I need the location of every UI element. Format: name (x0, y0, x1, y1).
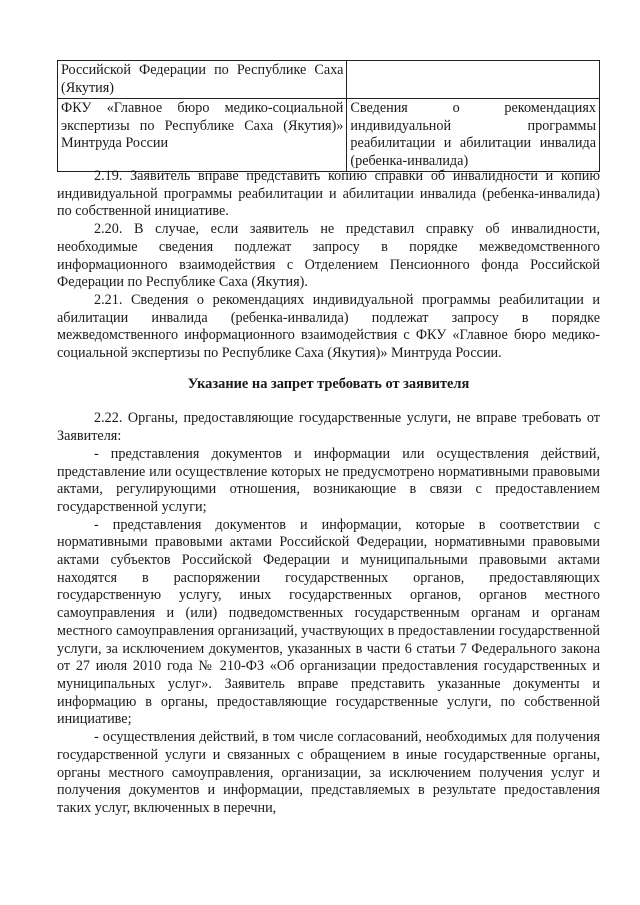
table-cell-info: Сведения о рекомендациях индивидуальной программы реабилитации и абилитации инвалида (ребенка-инвалида) (347, 99, 600, 172)
table-row (58, 99, 600, 172)
agency-table (57, 60, 600, 172)
paragraph-2-21: 2.21. Сведения о рекомендациях индивидуальной программы реабилитации и абилитации инвалида (ребенка-инвалида) подлежат запросу в порядке межведомственного информационного взаимодействия с ФКУ «Главное бюро медико-социальной экспертизы по Республике Саха (Якутия)» Минтруда России. (57, 291, 600, 362)
section-heading: Указание на запрет требовать от заявителя (187, 375, 470, 392)
table-cell-agency: ФКУ «Главное бюро медико-социальной экспертизы по Республике Саха (Якутия)» Минтруда России (58, 99, 347, 172)
list-item: - представления документов и информации или осуществления действий, представление или осуществление которых не предусмотрено нормативными правовыми актами, регулирующими отношения, возникающие в связи с предоставлением государственной услуги; (57, 445, 600, 515)
document-body (57, 168, 600, 818)
paragraph-2-22: 2.22. Органы, предоставляющие государственные услуги, не вправе требовать от Заявителя: (57, 410, 600, 445)
paragraph-2-20: 2.20. В случае, если заявитель не представил справку об инвалидности, необходимые сведения подлежат запросу в порядке межведомственного информационного взаимодействия с Отделением Пенсионного фонда Российской Федерации по Республике Саха (Якутия). (57, 221, 600, 291)
table-cell-agency: Российской Федерации по Республике Саха (Якутия) (58, 61, 347, 99)
list-item: - осуществления действий, в том числе согласований, необходимых для получения государственной услуги и связанных с обращением в иные государственные органы, органы местного самоуправления, организации, за исключением получения услуг и получения документов и информации, представляемых в результате предоставления таких услуг, включенных в перечни, (57, 729, 600, 816)
table-row (58, 61, 600, 99)
table-cell-info (347, 61, 600, 99)
paragraph-2-19: 2.19. Заявитель вправе представить копию справки об инвалидности и копию индивидуальной программы реабилитации и абилитации инвалида (ребенка-инвалида) по собственной инициативе. (57, 168, 600, 220)
list-item: - представления документов и информации, которые в соответствии с нормативными правовыми актами Российской Федерации, нормативными правовыми актами субъектов Российской Федерации и муниципальными правовыми актами находятся в распоряжении государственных органов, предоставляющих государственную услугу, иных государственных органов, органов местного самоуправления и (или) подведомственных государственным органам и органам местного самоуправления организаций, участвующих в предоставлении государственной услуги, за исключением документов, указанных в части 6 статьи 7 Федерального закона от 27 июля 2010 года № 210-ФЗ «Об организации предоставления государственных и муниципальных услуг». Заявитель вправе представить указанные документы и информацию в органы, предоставляющие государственные услуги, по собственной инициативе; (57, 516, 600, 728)
